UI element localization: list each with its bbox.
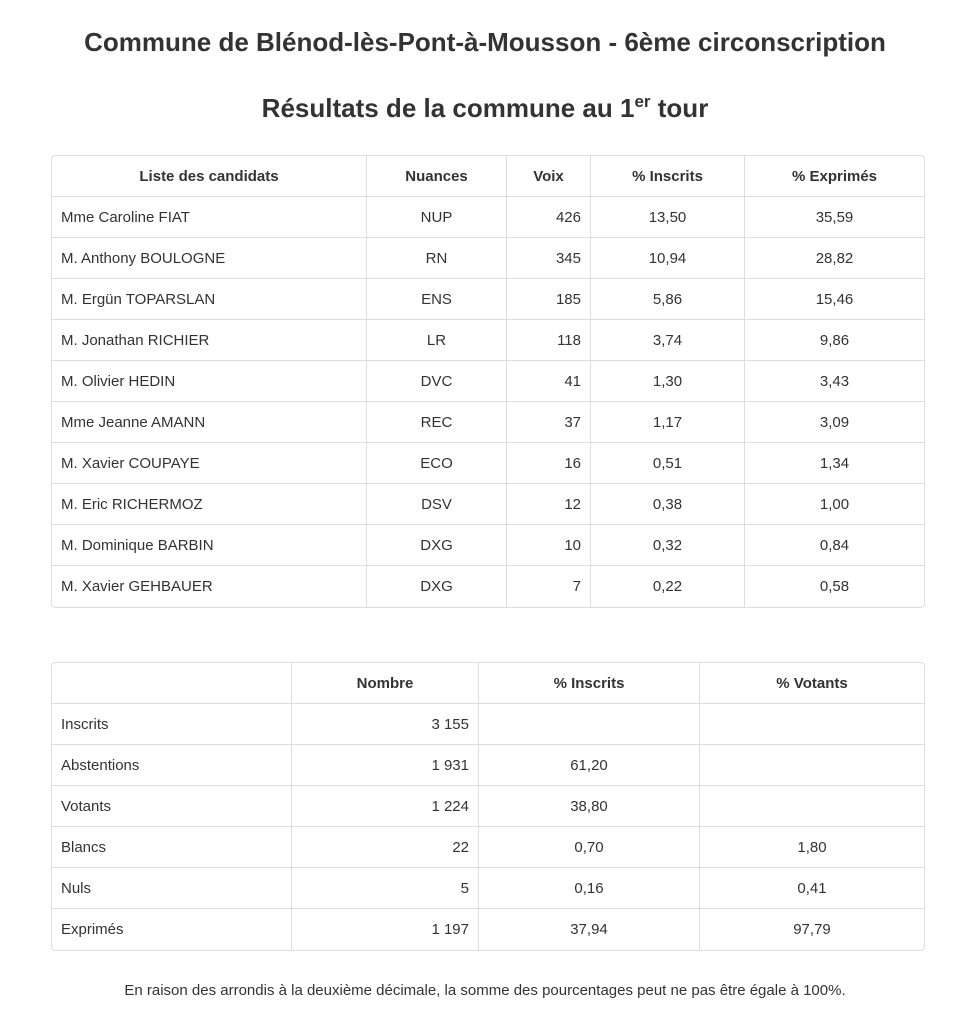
- table-row: [52, 745, 924, 786]
- candidate-name: M. Jonathan RICHIER: [52, 320, 367, 361]
- candidate-voix: 345: [507, 238, 591, 279]
- summary-pct-votants: [700, 786, 924, 827]
- candidate-pct-exprimes: 15,46: [745, 279, 924, 320]
- candidates-table: [51, 155, 925, 608]
- candidate-pct-inscrits: 3,74: [591, 320, 745, 361]
- table-row: [52, 443, 924, 484]
- candidate-voix: 426: [507, 197, 591, 238]
- candidate-nuance: ENS: [367, 279, 507, 320]
- table-row: [52, 320, 924, 361]
- candidate-pct-inscrits: 5,86: [591, 279, 745, 320]
- col-header-label: [52, 663, 292, 704]
- candidate-pct-inscrits: 1,30: [591, 361, 745, 402]
- table-row: [52, 704, 924, 745]
- candidate-pct-inscrits: 0,32: [591, 525, 745, 566]
- table-row: [52, 909, 924, 950]
- summary-pct-inscrits: [479, 704, 700, 745]
- candidate-pct-inscrits: 0,51: [591, 443, 745, 484]
- summary-pct-votants: 1,80: [700, 827, 924, 868]
- summary-header-row: [52, 663, 924, 704]
- candidate-name: M. Eric RICHERMOZ: [52, 484, 367, 525]
- subtitle-superscript: er: [634, 92, 651, 111]
- summary-pct-inscrits: 61,20: [479, 745, 700, 786]
- summary-label: Inscrits: [52, 704, 292, 745]
- candidate-pct-inscrits: 13,50: [591, 197, 745, 238]
- summary-label: Abstentions: [52, 745, 292, 786]
- summary-pct-votants: 0,41: [700, 868, 924, 909]
- summary-pct-inscrits: 38,80: [479, 786, 700, 827]
- table-row: [52, 484, 924, 525]
- candidate-name: M. Dominique BARBIN: [52, 525, 367, 566]
- col-header-pct-inscrits: % Inscrits: [591, 156, 745, 197]
- col-header-pct-inscrits: % Inscrits: [479, 663, 700, 704]
- candidate-nuance: LR: [367, 320, 507, 361]
- candidate-pct-inscrits: 1,17: [591, 402, 745, 443]
- table-row: [52, 868, 924, 909]
- table-row: [52, 786, 924, 827]
- col-header-pct-exprimes: % Exprimés: [745, 156, 924, 197]
- candidate-pct-exprimes: 35,59: [745, 197, 924, 238]
- subtitle-end: tour: [650, 93, 709, 123]
- candidate-pct-exprimes: 1,34: [745, 443, 924, 484]
- candidate-voix: 10: [507, 525, 591, 566]
- summary-pct-inscrits: 37,94: [479, 909, 700, 950]
- candidate-pct-exprimes: 28,82: [745, 238, 924, 279]
- summary-nombre: 22: [292, 827, 479, 868]
- candidate-name: M. Ergün TOPARSLAN: [52, 279, 367, 320]
- col-header-voix: Voix: [507, 156, 591, 197]
- table-row: [52, 238, 924, 279]
- subtitle-text: Résultats de la commune au 1: [261, 93, 635, 123]
- summary-label: Exprimés: [52, 909, 292, 950]
- candidate-nuance: DVC: [367, 361, 507, 402]
- candidate-pct-inscrits: 0,22: [591, 566, 745, 607]
- summary-pct-votants: 97,79: [793, 921, 831, 938]
- summary-nombre: 1 197: [292, 909, 479, 950]
- summary-nombre: 5: [292, 868, 479, 909]
- candidate-voix: 37: [507, 402, 591, 443]
- candidate-name: M. Anthony BOULOGNE: [52, 238, 367, 279]
- summary-pct-inscrits: 0,16: [479, 868, 700, 909]
- candidate-pct-exprimes: 9,86: [745, 320, 924, 361]
- candidate-name: M. Xavier COUPAYE: [52, 443, 367, 484]
- candidate-voix: 185: [507, 279, 591, 320]
- candidate-name: M. Xavier GEHBAUER: [52, 566, 367, 607]
- table-row: [52, 279, 924, 320]
- col-header-nuances: Nuances: [367, 156, 507, 197]
- candidate-name: M. Olivier HEDIN: [52, 361, 367, 402]
- candidate-nuance: DXG: [367, 566, 507, 607]
- candidate-voix: 7: [507, 566, 591, 607]
- summary-pct-votants: [700, 745, 924, 786]
- candidate-name: Mme Jeanne AMANN: [52, 402, 367, 443]
- table-row: [52, 361, 924, 402]
- candidate-pct-exprimes: 3,43: [745, 361, 924, 402]
- candidate-nuance: DXG: [367, 525, 507, 566]
- candidate-nuance: REC: [367, 402, 507, 443]
- summary-pct-inscrits: 0,70: [479, 827, 700, 868]
- summary-nombre: 1 931: [292, 745, 479, 786]
- candidate-pct-exprimes: 3,09: [745, 402, 924, 443]
- candidate-pct-exprimes: 1,00: [745, 484, 924, 525]
- summary-label: Blancs: [52, 827, 292, 868]
- candidate-nuance: DSV: [367, 484, 507, 525]
- col-header-pct-votants: % Votants: [700, 663, 924, 704]
- table-row: [52, 566, 924, 607]
- candidate-pct-inscrits: 0,38: [591, 484, 745, 525]
- candidate-voix: 12: [507, 484, 591, 525]
- candidate-voix: 41: [507, 361, 591, 402]
- candidate-voix: 118: [507, 320, 591, 361]
- summary-table: [51, 662, 925, 951]
- candidates-header-row: [52, 156, 924, 197]
- summary-nombre: 1 224: [292, 786, 479, 827]
- summary-pct-votants: [700, 704, 924, 745]
- col-header-nombre: Nombre: [292, 663, 479, 704]
- table-row: [52, 525, 924, 566]
- candidate-nuance: NUP: [367, 197, 507, 238]
- page-title: Commune de Blénod-lès-Pont-à-Mousson - 6ème circonscription: [84, 27, 886, 57]
- summary-nombre: 3 155: [292, 704, 479, 745]
- candidate-pct-exprimes: 0,58: [819, 578, 850, 595]
- candidate-nuance: ECO: [367, 443, 507, 484]
- candidate-voix: 16: [507, 443, 591, 484]
- candidate-pct-inscrits: 10,94: [591, 238, 745, 279]
- table-row: [52, 197, 924, 238]
- col-header-candidates: Liste des candidats: [52, 156, 367, 197]
- summary-label: Nuls: [52, 868, 292, 909]
- table-row: [52, 827, 924, 868]
- candidate-nuance: RN: [367, 238, 507, 279]
- table-row: [52, 402, 924, 443]
- candidate-name: Mme Caroline FIAT: [52, 197, 367, 238]
- rounding-note: En raison des arrondis à la deuxième décimale, la somme des pourcentages peut ne pas être égale à 100%.: [124, 982, 846, 999]
- summary-label: Votants: [52, 786, 292, 827]
- results-subtitle: [0, 92, 970, 124]
- candidate-pct-exprimes: 0,84: [745, 525, 924, 566]
